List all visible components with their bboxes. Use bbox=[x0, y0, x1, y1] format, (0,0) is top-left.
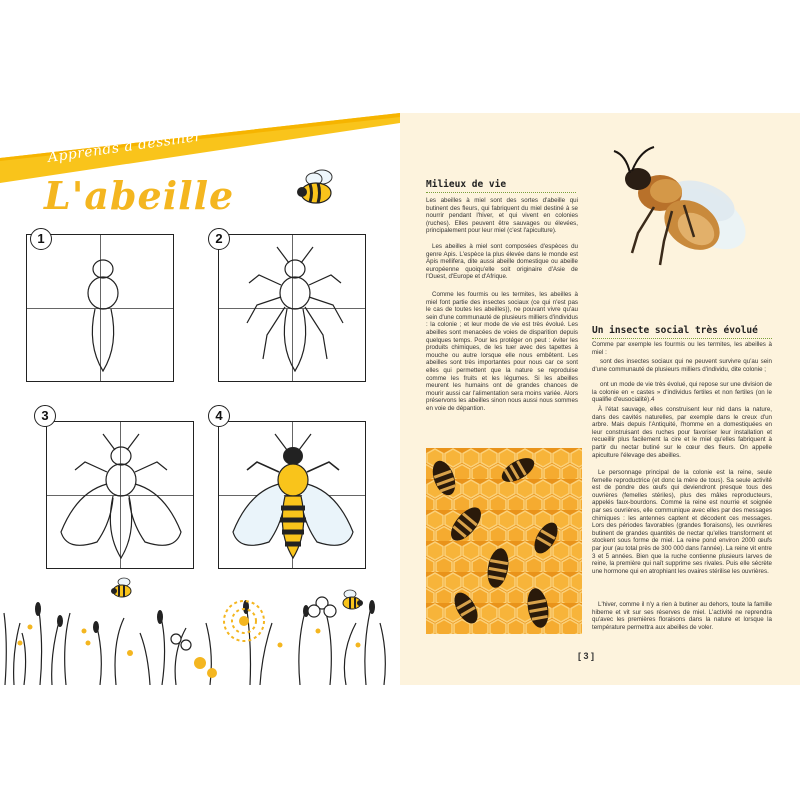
paragraph: Les abeilles à miel sont composées d'espèces du genre Apis. L'espèce la plus élevée dans le monde est Apis mellifera, dite aussi abeille domestique ou abeille européenne quoiqu'elle soit originaire d'Asie de l'Ouest, d'Europe et d'Afrique. bbox=[426, 243, 578, 281]
paragraph: Comme par exemple les fourmis ou les termites, les abeilles à miel : bbox=[592, 341, 772, 356]
drawing-step-2 bbox=[218, 234, 366, 382]
heading-underline bbox=[592, 338, 772, 339]
bee-photo bbox=[610, 141, 760, 281]
step-number: 1 bbox=[30, 228, 52, 250]
subtitle: Apprends à dessiner bbox=[46, 128, 203, 166]
page-number: [ 3 ] bbox=[578, 651, 595, 661]
paragraph: ont un mode de vie très évolué, qui repose sur une division de la colonie en « castes » d'individus fertiles et non fertiles (on le qualifie d'eusocialité).4 bbox=[592, 381, 772, 404]
book-spread bbox=[0, 113, 800, 685]
step-number: 2 bbox=[208, 228, 230, 250]
paragraph: À l'état sauvage, elles construisent leur nid dans la nature, dans des cavités naturelles, par exemple dans le creux d'un arbre. Mais depuis l'Antiquité, l'homme en a domestiquées en leur construisant des ruches pour favoriser leur installation et recueillir plus facilement la cire et le miel qu'elles fabriquent à partir du nectar butiné sur le cœur des fleurs. On appelle apiculture l'élevage des abeilles. bbox=[592, 406, 772, 459]
heading-underline bbox=[426, 192, 576, 193]
honeycomb-icon bbox=[426, 448, 582, 634]
paragraph: Le personnage principal de la colonie est la reine, seule femelle reproductrice (et donc la mère de tous). Sa seule activité est de pondre des œufs qui deviendront presque tous des ouvrières (femelles stériles), plus des mâles reproducteurs, appelés faux-bourdons. Comme la reine est nourrie et soignée par ses ouvrières, elle communique avec elles par des messages chimiques : les antennes captent et décodent ces messages. Lors des périodes favorables (grandes floraisons), les ouvrières butinent de grandes quantités de nectar qu'elles transforment et stockent sous forme de miel. La reine pond environ 2000 œufs par jour (au total près de 300 000 dans l'année). La reine vit entre 3 et 5 années. Bien que la ruche contienne plusieurs larves de reine, la première qui naît supprime ses rivales. Puis elle sécrète une hormone qui en atrophiant les ovaires stérilise les ouvrières. bbox=[592, 469, 772, 575]
bee-icon bbox=[292, 165, 342, 209]
right-page bbox=[400, 113, 800, 685]
page-title: L'abeille bbox=[44, 173, 235, 218]
flower-icon bbox=[171, 597, 336, 650]
paragraph: Comme les fourmis ou les termites, les abeilles à miel font partie des insectes sociaux (ce qui n'est pas le cas de toutes les abeilles)), ne pouvant vivre qu'au sein d'une communauté de plusieurs milliers d'individus : la colonie ; et leur mode de vie est très évolué. Les abeilles sont menacées de voies de disparition depuis quelques temps. Pour les protéger on peut : éviter les produits chimiques, de les tuer avec des tapettes à mouche ou autre lorsque elle nous embêtent. Les abeilles sont très importantes pour nous car ce sont elles qui permettent que la nature se reproduise comme les fruits et les légumes. Si les abeilles meurent les humains ont de grandes chances de mourir aussi car l'alimentation sera moins variée. Alors préservons les abeilles sinon nous aussi nous sommes en voie de dépantion. bbox=[426, 291, 578, 412]
drawing-step-1 bbox=[26, 234, 174, 382]
left-page bbox=[0, 113, 400, 685]
section-heading: Un insecte social très évolué bbox=[592, 325, 758, 336]
drawing-step-3 bbox=[46, 421, 194, 569]
paragraph: Les abeilles à miel sont des sortes d'abeille qui butinent des fleurs, qui fabriquent du miel destiné à se nourrir pendant l'hiver, et qui vivent en colonies (ruches). Elles peuvent être sauvages ou élevées, principalement pour leur miel (c'est l'apiculture). bbox=[426, 197, 578, 235]
step-number: 4 bbox=[208, 405, 230, 427]
paragraph: L'hiver, comme il n'y a rien à butiner au dehors, toute la famille hiberne et vit sur ses réserves de miel. L'activité ne reprendra qu'avec les premières floraisons dans la nature et lorsque la température permettra aux abeilles de voler. bbox=[592, 601, 772, 631]
section-heading: Milieux de vie bbox=[426, 179, 507, 190]
step-number: 3 bbox=[34, 405, 56, 427]
drawing-step-4 bbox=[218, 421, 366, 569]
flower-meadow bbox=[0, 583, 400, 685]
paragraph: sont des insectes sociaux qui ne peuvent survivre qu'au sein d'une communauté de plusieurs milliers d'individu, dite colonie ; bbox=[592, 358, 772, 373]
